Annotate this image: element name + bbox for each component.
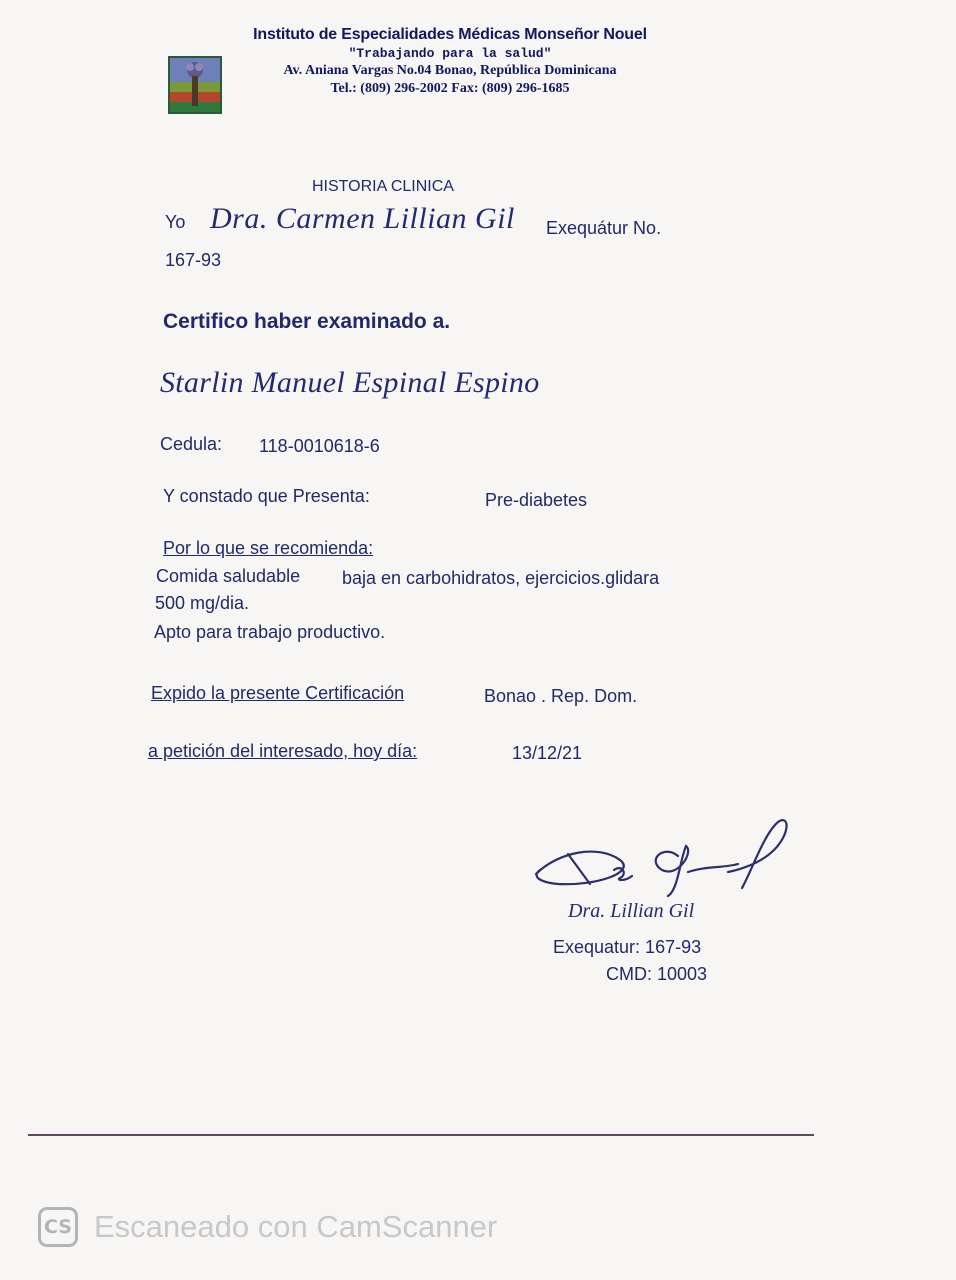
recommendation-line-1b: baja en carbohidratos, ejercicios.glidara: [342, 568, 660, 588]
issued-label: Expido la presente Certificación: [151, 683, 405, 703]
cedula-label: Cedula:: [160, 434, 223, 454]
patient-name: Starlin Manuel Espinal Espino: [160, 366, 540, 399]
recommendation-line-3: Apto para trabajo productivo.: [154, 622, 386, 642]
handwritten-signature: [528, 812, 798, 902]
institute-address: Av. Aniana Vargas No.04 Bonao, República Dominicana: [283, 63, 617, 78]
issue-date: 13/12/21: [512, 743, 583, 763]
recommendation-label: Por lo que se recomienda:: [163, 538, 374, 558]
institute-phone: Tel.: (809) 296-2002 Fax: (809) 296-1685: [330, 81, 570, 96]
institute-motto: "Trabajando para la salud": [348, 46, 552, 61]
bottom-divider: [28, 1134, 814, 1136]
diagnosis-label: Y constado que Presenta:: [163, 486, 370, 506]
certification-statement: Certifico haber examinado a.: [163, 310, 451, 333]
camscanner-icon: CS: [38, 1207, 78, 1247]
request-label: a petición del interesado, hoy día:: [148, 741, 418, 761]
issued-place: Bonao . Rep. Dom.: [484, 686, 638, 706]
scanner-text: Escaneado con CamScanner: [94, 1209, 498, 1244]
institute-logo: [168, 56, 222, 114]
letterhead: [220, 24, 680, 98]
institute-name: Instituto de Especialidades Médicas Monseñor Nouel: [253, 26, 647, 43]
doctor-name: Dra. Carmen Lillian Gil: [210, 202, 515, 235]
diagnosis-value: Pre-diabetes: [485, 490, 588, 510]
scanner-watermark: [38, 1204, 497, 1250]
signature-exequatur: Exequatur: 167-93: [553, 937, 702, 957]
exequatur-number: 167-93: [165, 250, 222, 270]
recommendation-line-2: 500 mg/dia.: [155, 593, 250, 613]
cedula-value: 118-0010618-6: [259, 436, 380, 456]
document-title: HISTORIA CLINICA: [312, 178, 454, 195]
signature-cmd: CMD: 10003: [606, 964, 708, 984]
signature-name: Dra. Lillian Gil: [568, 900, 695, 922]
exequatur-label: Exequátur No.: [546, 218, 662, 238]
yo-label: Yo: [165, 212, 186, 232]
recommendation-line-1a: Comida saludable: [156, 566, 301, 586]
